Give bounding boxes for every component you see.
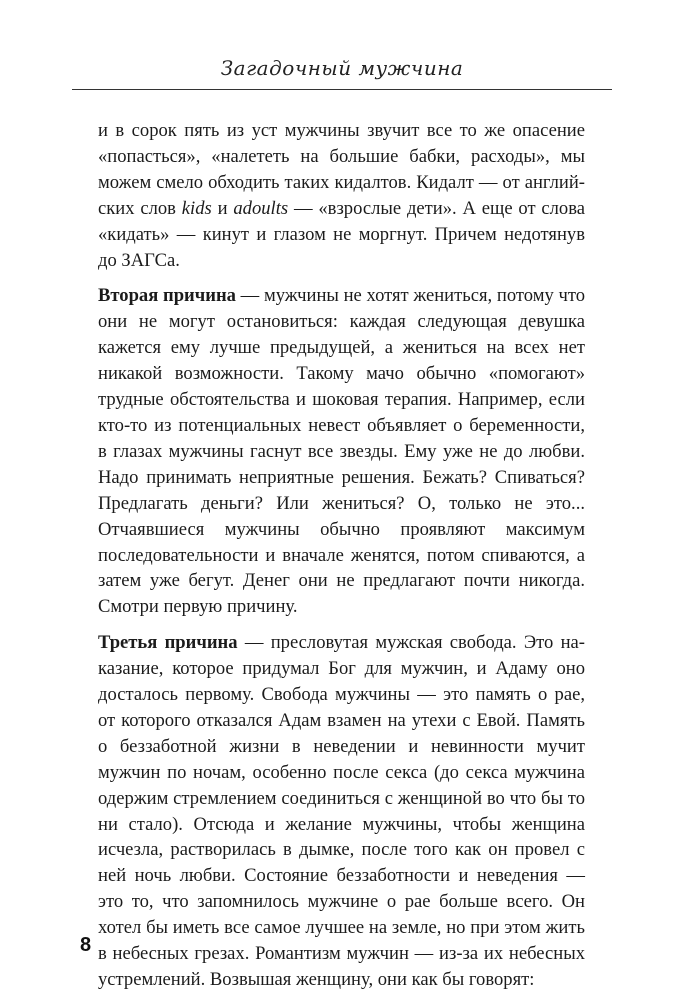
paragraph-3-text: — пресловутая мужская свобода. Это наказание, которое придумал Бог для мужчин, и Адаму оно досталось первому. Свобода мужчины — это память о рае, от которого отказался Адам взамен на утехи с Евой. Память о беззаботной жизни в неведении и невинности мучит мужчин по ночам, особенно после секса (до секса мужчина одержим стремлением соединиться с женщиной во что бы то ни стало). Отсюда и желание мужчины, чтобы женщина исчезла, растворилась в дымке, после того как он провел с ней ночь любви. Состояние беззаботности и неведения — это то, что запомнилось мужчине о рае больше всего. Он хотел бы иметь все самое лучшее на земле, но при этом жить в небесных грезах. Романтизм мужчин — из-за их небесных устремлений. Возвышая женщину, они как бы говорят: — [98, 632, 585, 990]
running-header — [72, 42, 612, 102]
page-number: 8 — [80, 934, 92, 956]
paragraph-1 — [98, 118, 585, 273]
paragraph-2 — [98, 283, 585, 620]
paragraph-1-text-and: и — [211, 197, 234, 219]
paragraph-3-lead: Третья причина — [98, 632, 238, 654]
paragraph-1-text-b: — «взрослые дети». А еще от слова «кидать» — кинут и глазом не моргнут. Причем недотянув до ЗАГСа. — [98, 197, 586, 271]
header-title: Загадочный мужчина — [220, 56, 464, 80]
paragraph-2-text: — мужчины не хотят жениться, потому что они не могут остановиться: каждая следующая девушка кажется ему лучше предыдущей, а жениться на всех нет никакой возможности. Такому мачо обычно «помогают» трудные обстоятельства и шоковая терапия. Например, если кто-то из потенциальных невест объявляет о беременности, в глазах мужчины гаснут все звезды. Ему уже не до любви. Надо принимать неприятные решения. Бежать? Спиваться? Предлагать деньги? Или жениться? О, только не это... Отчаявшиеся мужчины обычно проявляют максимум последовательности и вначале женятся, потом спиваются, а затем уже бегут. Денег они не предлагают почти никогда. Смотри первую причину. — [98, 285, 585, 618]
paragraph-1-text-a: и в сорок пять из уст мужчины звучит все то же опасение «попасться», «налететь на большие бабки, расходы», мы можем смело обходить таких кидалтов. Кидалт — от английских слов — [98, 120, 585, 219]
paragraph-3 — [98, 630, 585, 993]
paragraph-1-word-adoults: adoults — [233, 197, 289, 219]
paragraph-1-word-kids: kids — [181, 197, 212, 219]
page-body — [98, 118, 585, 993]
paragraph-2-lead: Вторая причина — [98, 285, 236, 307]
header-divider — [72, 89, 612, 90]
